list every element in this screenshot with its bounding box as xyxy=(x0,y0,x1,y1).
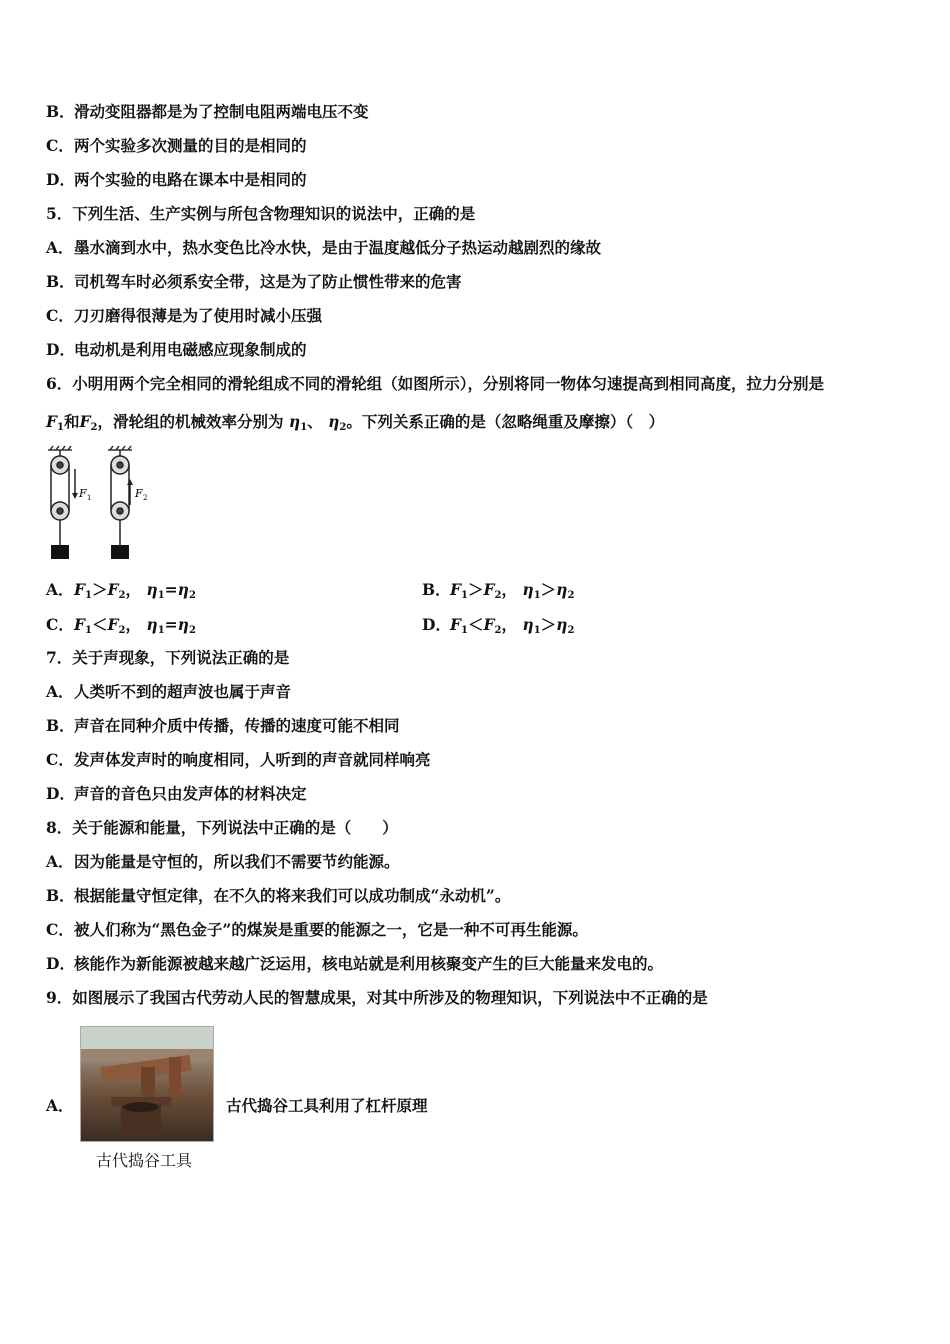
subscript: 2 xyxy=(118,590,126,601)
force-label-f2: F xyxy=(135,487,143,500)
q6-option-b xyxy=(422,580,574,606)
force-symbol: F xyxy=(107,615,119,634)
comma: ， xyxy=(501,580,517,599)
force-symbol: F xyxy=(483,580,495,599)
option-text: 声音在同种介质中传播，传播的速度可能不相同 xyxy=(74,716,400,735)
option-label: A． xyxy=(46,682,74,701)
photo-illustration xyxy=(81,1027,213,1141)
pulley-system-2 xyxy=(111,450,133,545)
force-symbol: F xyxy=(450,580,462,599)
force-symbol: F xyxy=(450,615,462,634)
stem-text: 。下列关系正确的是（忽略绳重及摩擦）（ ） xyxy=(346,412,665,431)
q7-stem: 7．关于声现象，下列说法正确的是 xyxy=(46,648,290,667)
efficiency-symbol: η xyxy=(328,412,340,431)
relation: ＞ xyxy=(91,580,108,599)
subscript: 2 xyxy=(188,625,196,636)
subscript: 1 xyxy=(461,590,468,601)
option-label: C． xyxy=(46,136,74,155)
relation: = xyxy=(164,580,178,599)
option-text: 人类听不到的超声波也属于声音 xyxy=(74,682,292,701)
option-label: C． xyxy=(46,750,74,769)
relation: ＞ xyxy=(540,615,557,634)
option-text: 刀刃磨得很薄是为了使用时减小压强 xyxy=(74,306,323,325)
option-label: B． xyxy=(46,886,75,905)
q6-option-d xyxy=(422,615,574,641)
weight-block-2 xyxy=(111,545,129,559)
subscript: 2 xyxy=(494,590,502,601)
option-text: 核能作为新能源被越来越广泛运用，核电站就是利用核聚变产生的巨大能量来发电的。 xyxy=(74,954,664,973)
efficiency-symbol: η xyxy=(146,615,158,634)
force-label-f2-sub: 2 xyxy=(143,494,148,502)
force-symbol: F xyxy=(74,615,86,634)
conjunction: 和 xyxy=(63,412,80,431)
q6-option-c xyxy=(46,615,575,641)
option-text: 滑动变阻器都是为了控制电阻两端电压不变 xyxy=(74,102,369,121)
ceiling-support-left xyxy=(48,446,72,450)
q4-option-d xyxy=(46,170,307,190)
efficiency-symbol: η xyxy=(177,615,189,634)
option-label: B． xyxy=(46,102,75,121)
efficiency-symbol: η xyxy=(288,412,301,431)
subscript: 1 xyxy=(57,422,64,433)
option-label: A． xyxy=(46,580,74,599)
relation: = xyxy=(164,615,178,634)
option-label: A． xyxy=(46,852,74,871)
force-symbol: F xyxy=(74,580,86,599)
efficiency-symbol: η xyxy=(556,580,568,599)
comma: ， xyxy=(125,615,141,634)
q5-option-d xyxy=(46,340,307,360)
option-label: B． xyxy=(46,272,75,291)
option-label: B． xyxy=(422,580,451,599)
pulley-system-1 xyxy=(51,450,78,545)
q9-stem: 9．如图展示了我国古代劳动人民的智慧成果，对其中所涉及的物理知识，下列说法中不正确的是 xyxy=(46,988,708,1007)
force-symbol: F xyxy=(483,615,495,634)
subscript: 1 xyxy=(533,590,541,601)
subscript: 1 xyxy=(85,625,92,636)
option-label: C． xyxy=(46,615,74,634)
force-symbol: F xyxy=(46,412,58,431)
q8-stem: 8．关于能源和能量，下列说法中正确的是（ ） xyxy=(46,818,398,837)
q6-stem-line1: 6．小明用两个完全相同的滑轮组成不同的滑轮组（如图所示），分别将同一物体匀速提高到相同高度，拉力分别是 xyxy=(46,374,825,393)
comma: ， xyxy=(501,615,517,634)
relation: ＞ xyxy=(540,580,557,599)
relation: ＜ xyxy=(467,615,484,634)
subscript: 1 xyxy=(461,625,468,636)
grain-pounding-tool-photo xyxy=(80,1026,214,1142)
subscript: 1 xyxy=(85,590,92,601)
option-text: 两个实验的电路在课本中是相同的 xyxy=(74,170,307,189)
option-label: D． xyxy=(46,784,75,803)
q6-stem-line2 xyxy=(46,412,664,438)
q8-option-b xyxy=(46,886,510,906)
ceiling-support-right xyxy=(108,446,132,450)
option-text: 发声体发声时的响度相同，人听到的声音就同样响亮 xyxy=(74,750,431,769)
subscript: 1 xyxy=(157,625,165,636)
subscript: 2 xyxy=(118,625,126,636)
force-symbol: F xyxy=(79,412,91,431)
subscript: 1 xyxy=(157,590,165,601)
q6-option-a xyxy=(46,580,575,606)
option-label: D． xyxy=(46,340,75,359)
subscript: 2 xyxy=(567,590,575,601)
subscript: 2 xyxy=(494,625,502,636)
subscript: 2 xyxy=(188,590,196,601)
subscript: 2 xyxy=(567,625,575,636)
subscript: 1 xyxy=(300,422,308,433)
weight-block-1 xyxy=(51,545,69,559)
option-text: 司机驾车时必须系安全带，这是为了防止惯性带来的危害 xyxy=(74,272,462,291)
q5-option-a xyxy=(46,238,601,258)
option-text: 因为能量是守恒的，所以我们不需要节约能源。 xyxy=(74,852,400,871)
subscript: 2 xyxy=(90,422,98,433)
option-text: 根据能量守恒定律，在不久的将来我们可以成功制成“永动机”。 xyxy=(74,886,511,905)
relation: ＞ xyxy=(467,580,484,599)
option-text: 电动机是利用电磁感应现象制成的 xyxy=(74,340,307,359)
option-label: B． xyxy=(46,716,75,735)
option-label: D． xyxy=(422,615,451,634)
q8-option-c xyxy=(46,920,588,940)
option-label: C． xyxy=(46,920,74,939)
stem-text: ，滑轮组的机械效率分别为 xyxy=(97,412,284,431)
q8-option-d xyxy=(46,954,663,974)
efficiency-symbol: η xyxy=(522,580,534,599)
option-text: 两个实验多次测量的目的是相同的 xyxy=(74,136,307,155)
q5-option-b xyxy=(46,272,462,292)
q7-option-a xyxy=(46,682,291,702)
option-label: D． xyxy=(46,170,75,189)
option-text: 墨水滴到水中，热水变色比冷水快，是由于温度越低分子热运动越剧烈的缘故 xyxy=(74,238,602,257)
q9-option-a-label: A． xyxy=(46,1096,74,1115)
photo-caption: 古代捣谷工具 xyxy=(96,1151,193,1170)
efficiency-symbol: η xyxy=(556,615,568,634)
comma: ， xyxy=(125,580,141,599)
q5-stem: 5．下列生活、生产实例与所包含物理知识的说法中，正确的是 xyxy=(46,204,476,223)
q4-option-c xyxy=(46,136,307,156)
relation: ＜ xyxy=(91,615,108,634)
force-label-f1-sub: 1 xyxy=(87,494,92,502)
option-text: 被人们称为“黑色金子”的煤炭是重要的能源之一，它是一种不可再生能源。 xyxy=(74,920,588,939)
subscript: 1 xyxy=(533,625,541,636)
option-label: D． xyxy=(46,954,75,973)
efficiency-symbol: η xyxy=(522,615,534,634)
q8-option-a xyxy=(46,852,400,872)
pulley-figure xyxy=(42,445,162,565)
option-label: A． xyxy=(46,238,74,257)
separator: 、 xyxy=(307,412,323,431)
q9-option-a-text: 古代捣谷工具利用了杠杆原理 xyxy=(226,1096,428,1115)
q5-option-c xyxy=(46,306,322,326)
q7-option-c xyxy=(46,750,431,770)
q7-option-b xyxy=(46,716,400,736)
subscript: 2 xyxy=(339,422,347,433)
option-label: C． xyxy=(46,306,74,325)
q7-option-d xyxy=(46,784,307,804)
force-label-f1: F xyxy=(79,487,87,500)
efficiency-symbol: η xyxy=(177,580,189,599)
efficiency-symbol: η xyxy=(146,580,158,599)
option-text: 声音的音色只由发声体的材料决定 xyxy=(74,784,307,803)
q4-option-b xyxy=(46,102,369,122)
force-symbol: F xyxy=(107,580,119,599)
